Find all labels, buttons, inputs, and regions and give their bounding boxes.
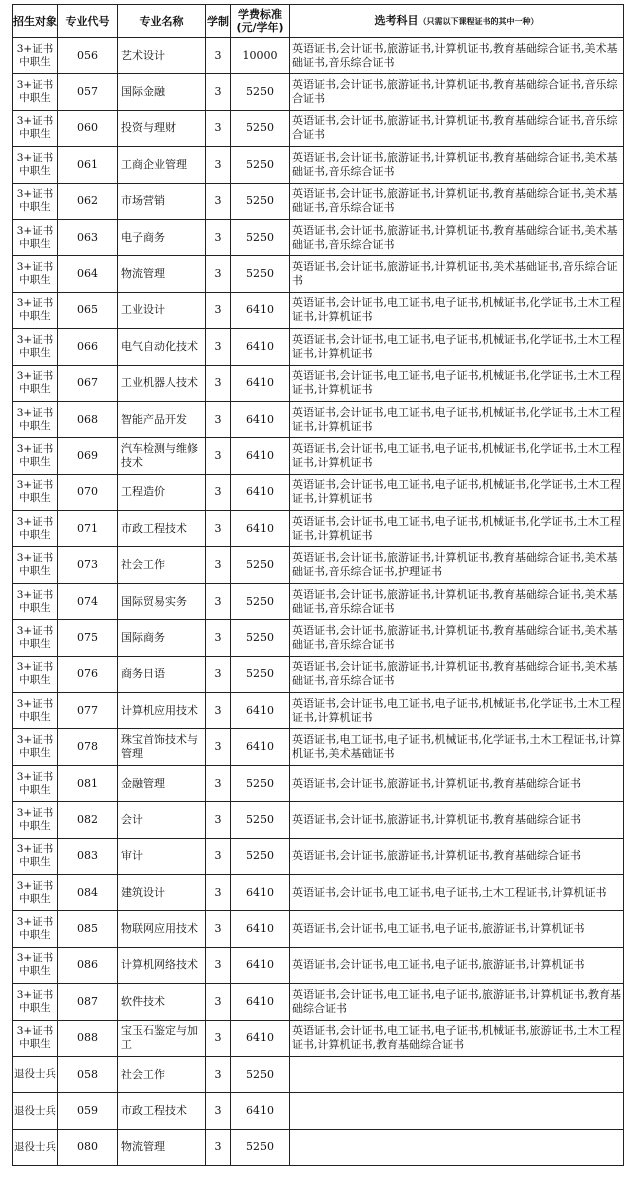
target-cell: 3+证书中职生 [13, 147, 58, 183]
code-cell: 060 [58, 110, 118, 146]
major-name-cell: 智能产品开发 [118, 401, 206, 437]
fee-cell: 6410 [231, 365, 290, 401]
major-name-cell: 投资与理财 [118, 110, 206, 146]
target-cell: 3+证书中职生 [13, 511, 58, 547]
subjects-cell: 英语证书,会计证书,电工证书,电子证书,机械证书,化学证书,土木工程证书,计算机证书 [290, 693, 624, 729]
fee-cell: 5250 [231, 765, 290, 801]
subjects-cell: 英语证书,会计证书,电工证书,电子证书,机械证书,化学证书,土木工程证书,计算机证书 [290, 438, 624, 474]
years-cell: 3 [206, 511, 231, 547]
header-fee-unit: (元/学年) [236, 21, 284, 34]
major-name-cell: 物流管理 [118, 1129, 206, 1165]
major-name-cell: 国际金融 [118, 74, 206, 110]
subjects-cell: 英语证书,会计证书,电工证书,电子证书,机械证书,化学证书,土木工程证书,计算机证书 [290, 329, 624, 365]
subjects-cell: 英语证书,会计证书,电工证书,电子证书,旅游证书,计算机证书,教育基础综合证书 [290, 984, 624, 1020]
major-name-cell: 建筑设计 [118, 874, 206, 910]
major-name-cell: 社会工作 [118, 1056, 206, 1092]
years-cell: 3 [206, 583, 231, 619]
table-header-row [13, 5, 624, 38]
fee-cell: 5250 [231, 1129, 290, 1165]
years-cell: 3 [206, 911, 231, 947]
years-cell: 3 [206, 547, 231, 583]
fee-cell: 5250 [231, 1056, 290, 1092]
target-cell: 3+证书中职生 [13, 365, 58, 401]
code-cell: 065 [58, 292, 118, 328]
years-cell: 3 [206, 292, 231, 328]
subjects-cell: 英语证书,会计证书,旅游证书,计算机证书,教育基础综合证书,美术基础证书,音乐综合证书 [290, 219, 624, 255]
code-cell: 070 [58, 474, 118, 510]
years-cell: 3 [206, 765, 231, 801]
code-cell: 087 [58, 984, 118, 1020]
fee-cell: 5250 [231, 110, 290, 146]
target-cell: 3+证书中职生 [13, 401, 58, 437]
table-row [13, 219, 624, 255]
target-cell: 3+证书中职生 [13, 74, 58, 110]
fee-cell: 6410 [231, 874, 290, 910]
target-cell: 3+证书中职生 [13, 474, 58, 510]
code-cell: 056 [58, 38, 118, 74]
major-name-cell: 计算机网络技术 [118, 947, 206, 983]
subjects-cell: 英语证书,会计证书,旅游证书,计算机证书,教育基础综合证书,美术基础证书,音乐综合证书 [290, 583, 624, 619]
target-cell: 3+证书中职生 [13, 583, 58, 619]
fee-cell: 6410 [231, 329, 290, 365]
subjects-cell: 英语证书,电工证书,电子证书,机械证书,化学证书,土木工程证书,计算机证书,美术基础证书 [290, 729, 624, 765]
code-cell: 088 [58, 1020, 118, 1056]
major-name-cell: 社会工作 [118, 547, 206, 583]
major-name-cell: 市政工程技术 [118, 511, 206, 547]
header-subjects-note: （只需以下课程证书的其中一种） [418, 17, 539, 26]
years-cell: 3 [206, 438, 231, 474]
subjects-cell: 英语证书,会计证书,旅游证书,计算机证书,美术基础证书,音乐综合证书 [290, 256, 624, 292]
subjects-cell: 英语证书,会计证书,旅游证书,计算机证书,教育基础综合证书,音乐综合证书 [290, 74, 624, 110]
target-cell: 3+证书中职生 [13, 984, 58, 1020]
major-name-cell: 市场营销 [118, 183, 206, 219]
target-cell: 3+证书中职生 [13, 693, 58, 729]
table-row [13, 729, 624, 765]
major-name-cell: 物联网应用技术 [118, 911, 206, 947]
subjects-cell: 英语证书,会计证书,电工证书,电子证书,机械证书,化学证书,土木工程证书,计算机证书 [290, 292, 624, 328]
years-cell: 3 [206, 1056, 231, 1092]
target-cell: 3+证书中职生 [13, 438, 58, 474]
subjects-cell: 英语证书,会计证书,旅游证书,计算机证书,教育基础综合证书,美术基础证书,音乐综合证书 [290, 620, 624, 656]
code-cell: 084 [58, 874, 118, 910]
header-code: 专业代号 [58, 5, 118, 38]
table-row [13, 911, 624, 947]
header-target: 招生对象 [13, 5, 58, 38]
target-cell: 3+证书中职生 [13, 183, 58, 219]
fee-cell: 5250 [231, 147, 290, 183]
years-cell: 3 [206, 947, 231, 983]
code-cell: 081 [58, 765, 118, 801]
code-cell: 067 [58, 365, 118, 401]
code-cell: 076 [58, 656, 118, 692]
fee-cell: 5250 [231, 583, 290, 619]
years-cell: 3 [206, 1093, 231, 1129]
table-row [13, 110, 624, 146]
target-cell: 3+证书中职生 [13, 219, 58, 255]
table-row [13, 474, 624, 510]
years-cell: 3 [206, 365, 231, 401]
target-cell: 3+证书中职生 [13, 765, 58, 801]
major-name-cell: 工程造价 [118, 474, 206, 510]
target-cell: 3+证书中职生 [13, 38, 58, 74]
table-row [13, 401, 624, 437]
target-cell: 3+证书中职生 [13, 620, 58, 656]
table-row [13, 147, 624, 183]
target-cell: 3+证书中职生 [13, 547, 58, 583]
admission-table [12, 4, 624, 1166]
major-name-cell: 市政工程技术 [118, 1093, 206, 1129]
target-cell: 退役士兵 [13, 1056, 58, 1092]
years-cell: 3 [206, 110, 231, 146]
code-cell: 074 [58, 583, 118, 619]
code-cell: 077 [58, 693, 118, 729]
subjects-cell: 英语证书,会计证书,电工证书,电子证书,机械证书,化学证书,土木工程证书,计算机证书 [290, 401, 624, 437]
header-fee [231, 5, 290, 38]
code-cell: 058 [58, 1056, 118, 1092]
table-row [13, 1129, 624, 1165]
table-row [13, 547, 624, 583]
code-cell: 078 [58, 729, 118, 765]
fee-cell: 5250 [231, 74, 290, 110]
table-row [13, 693, 624, 729]
subjects-cell: 英语证书,会计证书,旅游证书,计算机证书,教育基础综合证书,美术基础证书,音乐综合证书 [290, 38, 624, 74]
subjects-cell: 英语证书,会计证书,电工证书,电子证书,机械证书,化学证书,土木工程证书,计算机证书 [290, 511, 624, 547]
subjects-cell [290, 1056, 624, 1092]
code-cell: 086 [58, 947, 118, 983]
subjects-cell [290, 1093, 624, 1129]
subjects-cell: 英语证书,会计证书,电工证书,电子证书,机械证书,化学证书,土木工程证书,计算机证书 [290, 474, 624, 510]
fee-cell: 5250 [231, 838, 290, 874]
target-cell: 3+证书中职生 [13, 838, 58, 874]
target-cell: 退役士兵 [13, 1129, 58, 1165]
table-row [13, 874, 624, 910]
fee-cell: 6410 [231, 511, 290, 547]
subjects-cell: 英语证书,会计证书,电工证书,电子证书,旅游证书,计算机证书 [290, 911, 624, 947]
years-cell: 3 [206, 693, 231, 729]
years-cell: 3 [206, 1129, 231, 1165]
years-cell: 3 [206, 656, 231, 692]
table-row [13, 292, 624, 328]
code-cell: 075 [58, 620, 118, 656]
fee-cell: 6410 [231, 438, 290, 474]
target-cell: 3+证书中职生 [13, 911, 58, 947]
target-cell: 3+证书中职生 [13, 729, 58, 765]
subjects-cell: 英语证书,会计证书,旅游证书,计算机证书,教育基础综合证书,美术基础证书,音乐综合证书 [290, 656, 624, 692]
years-cell: 3 [206, 256, 231, 292]
fee-cell: 6410 [231, 401, 290, 437]
code-cell: 062 [58, 183, 118, 219]
major-name-cell: 物流管理 [118, 256, 206, 292]
target-cell: 3+证书中职生 [13, 110, 58, 146]
fee-cell: 6410 [231, 947, 290, 983]
code-cell: 059 [58, 1093, 118, 1129]
years-cell: 3 [206, 874, 231, 910]
major-name-cell: 软件技术 [118, 984, 206, 1020]
table-row [13, 1056, 624, 1092]
table-row [13, 1093, 624, 1129]
subjects-cell: 英语证书,会计证书,旅游证书,计算机证书,教育基础综合证书,音乐综合证书 [290, 110, 624, 146]
years-cell: 3 [206, 147, 231, 183]
target-cell: 3+证书中职生 [13, 874, 58, 910]
target-cell: 3+证书中职生 [13, 656, 58, 692]
major-name-cell: 工商企业管理 [118, 147, 206, 183]
major-name-cell: 工业设计 [118, 292, 206, 328]
fee-cell: 6410 [231, 911, 290, 947]
fee-cell: 5250 [231, 656, 290, 692]
header-years: 学制 [206, 5, 231, 38]
table-row [13, 984, 624, 1020]
code-cell: 066 [58, 329, 118, 365]
table-row [13, 74, 624, 110]
subjects-cell: 英语证书,会计证书,电工证书,电子证书,旅游证书,计算机证书 [290, 947, 624, 983]
fee-cell: 5250 [231, 183, 290, 219]
major-name-cell: 国际贸易实务 [118, 583, 206, 619]
years-cell: 3 [206, 984, 231, 1020]
subjects-cell: 英语证书,会计证书,旅游证书,计算机证书,教育基础综合证书,美术基础证书,音乐综合证书 [290, 183, 624, 219]
major-name-cell: 艺术设计 [118, 38, 206, 74]
subjects-cell: 英语证书,会计证书,旅游证书,计算机证书,教育基础综合证书,美术基础证书,音乐综合证书,护理证书 [290, 547, 624, 583]
subjects-cell: 英语证书,会计证书,电工证书,电子证书,机械证书,旅游证书,土木工程证书,计算机证书,教育基础综合证书 [290, 1020, 624, 1056]
header-subjects [290, 5, 624, 38]
table-row [13, 838, 624, 874]
code-cell: 063 [58, 219, 118, 255]
years-cell: 3 [206, 474, 231, 510]
fee-cell: 6410 [231, 1093, 290, 1129]
table-row [13, 583, 624, 619]
code-cell: 069 [58, 438, 118, 474]
target-cell: 3+证书中职生 [13, 1020, 58, 1056]
table-row [13, 511, 624, 547]
major-name-cell: 宝玉石鉴定与加工 [118, 1020, 206, 1056]
subjects-cell [290, 1129, 624, 1165]
subjects-cell: 英语证书,会计证书,旅游证书,计算机证书,教育基础综合证书 [290, 802, 624, 838]
table-row [13, 438, 624, 474]
table-row [13, 947, 624, 983]
fee-cell: 5250 [231, 547, 290, 583]
fee-cell: 6410 [231, 474, 290, 510]
fee-cell: 6410 [231, 729, 290, 765]
years-cell: 3 [206, 183, 231, 219]
code-cell: 064 [58, 256, 118, 292]
subjects-cell: 英语证书,会计证书,旅游证书,计算机证书,教育基础综合证书 [290, 838, 624, 874]
fee-cell: 6410 [231, 1020, 290, 1056]
table-row [13, 656, 624, 692]
code-cell: 057 [58, 74, 118, 110]
fee-cell: 5250 [231, 620, 290, 656]
years-cell: 3 [206, 802, 231, 838]
code-cell: 083 [58, 838, 118, 874]
target-cell: 3+证书中职生 [13, 292, 58, 328]
table-row [13, 256, 624, 292]
major-name-cell: 国际商务 [118, 620, 206, 656]
target-cell: 3+证书中职生 [13, 947, 58, 983]
table-row [13, 1020, 624, 1056]
fee-cell: 6410 [231, 693, 290, 729]
table-row [13, 38, 624, 74]
table-body [13, 38, 624, 1166]
major-name-cell: 电气自动化技术 [118, 329, 206, 365]
fee-cell: 5250 [231, 802, 290, 838]
table-row [13, 329, 624, 365]
code-cell: 061 [58, 147, 118, 183]
years-cell: 3 [206, 38, 231, 74]
years-cell: 3 [206, 1020, 231, 1056]
header-name: 专业名称 [118, 5, 206, 38]
subjects-cell: 英语证书,会计证书,电工证书,电子证书,土木工程证书,计算机证书 [290, 874, 624, 910]
subjects-cell: 英语证书,会计证书,旅游证书,计算机证书,教育基础综合证书,美术基础证书,音乐综合证书 [290, 147, 624, 183]
years-cell: 3 [206, 729, 231, 765]
admission-table-container [12, 4, 624, 1166]
major-name-cell: 汽车检测与维修技术 [118, 438, 206, 474]
header-subjects-label: 选考科目 [374, 14, 419, 27]
fee-cell: 10000 [231, 38, 290, 74]
target-cell: 3+证书中职生 [13, 329, 58, 365]
header-fee-label: 学费标准 [238, 8, 282, 21]
fee-cell: 5250 [231, 219, 290, 255]
subjects-cell: 英语证书,会计证书,旅游证书,计算机证书,教育基础综合证书 [290, 765, 624, 801]
code-cell: 073 [58, 547, 118, 583]
code-cell: 085 [58, 911, 118, 947]
major-name-cell: 电子商务 [118, 219, 206, 255]
table-row [13, 802, 624, 838]
target-cell: 3+证书中职生 [13, 802, 58, 838]
major-name-cell: 金融管理 [118, 765, 206, 801]
table-row [13, 365, 624, 401]
major-name-cell: 工业机器人技术 [118, 365, 206, 401]
years-cell: 3 [206, 329, 231, 365]
table-row [13, 765, 624, 801]
fee-cell: 6410 [231, 292, 290, 328]
years-cell: 3 [206, 401, 231, 437]
years-cell: 3 [206, 219, 231, 255]
major-name-cell: 珠宝首饰技术与管理 [118, 729, 206, 765]
major-name-cell: 商务日语 [118, 656, 206, 692]
code-cell: 068 [58, 401, 118, 437]
years-cell: 3 [206, 838, 231, 874]
major-name-cell: 会计 [118, 802, 206, 838]
table-row [13, 620, 624, 656]
target-cell: 3+证书中职生 [13, 256, 58, 292]
code-cell: 082 [58, 802, 118, 838]
table-row [13, 183, 624, 219]
major-name-cell: 审计 [118, 838, 206, 874]
years-cell: 3 [206, 74, 231, 110]
target-cell: 退役士兵 [13, 1093, 58, 1129]
code-cell: 080 [58, 1129, 118, 1165]
major-name-cell: 计算机应用技术 [118, 693, 206, 729]
code-cell: 071 [58, 511, 118, 547]
fee-cell: 5250 [231, 256, 290, 292]
subjects-cell: 英语证书,会计证书,电工证书,电子证书,机械证书,化学证书,土木工程证书,计算机证书 [290, 365, 624, 401]
fee-cell: 6410 [231, 984, 290, 1020]
years-cell: 3 [206, 620, 231, 656]
